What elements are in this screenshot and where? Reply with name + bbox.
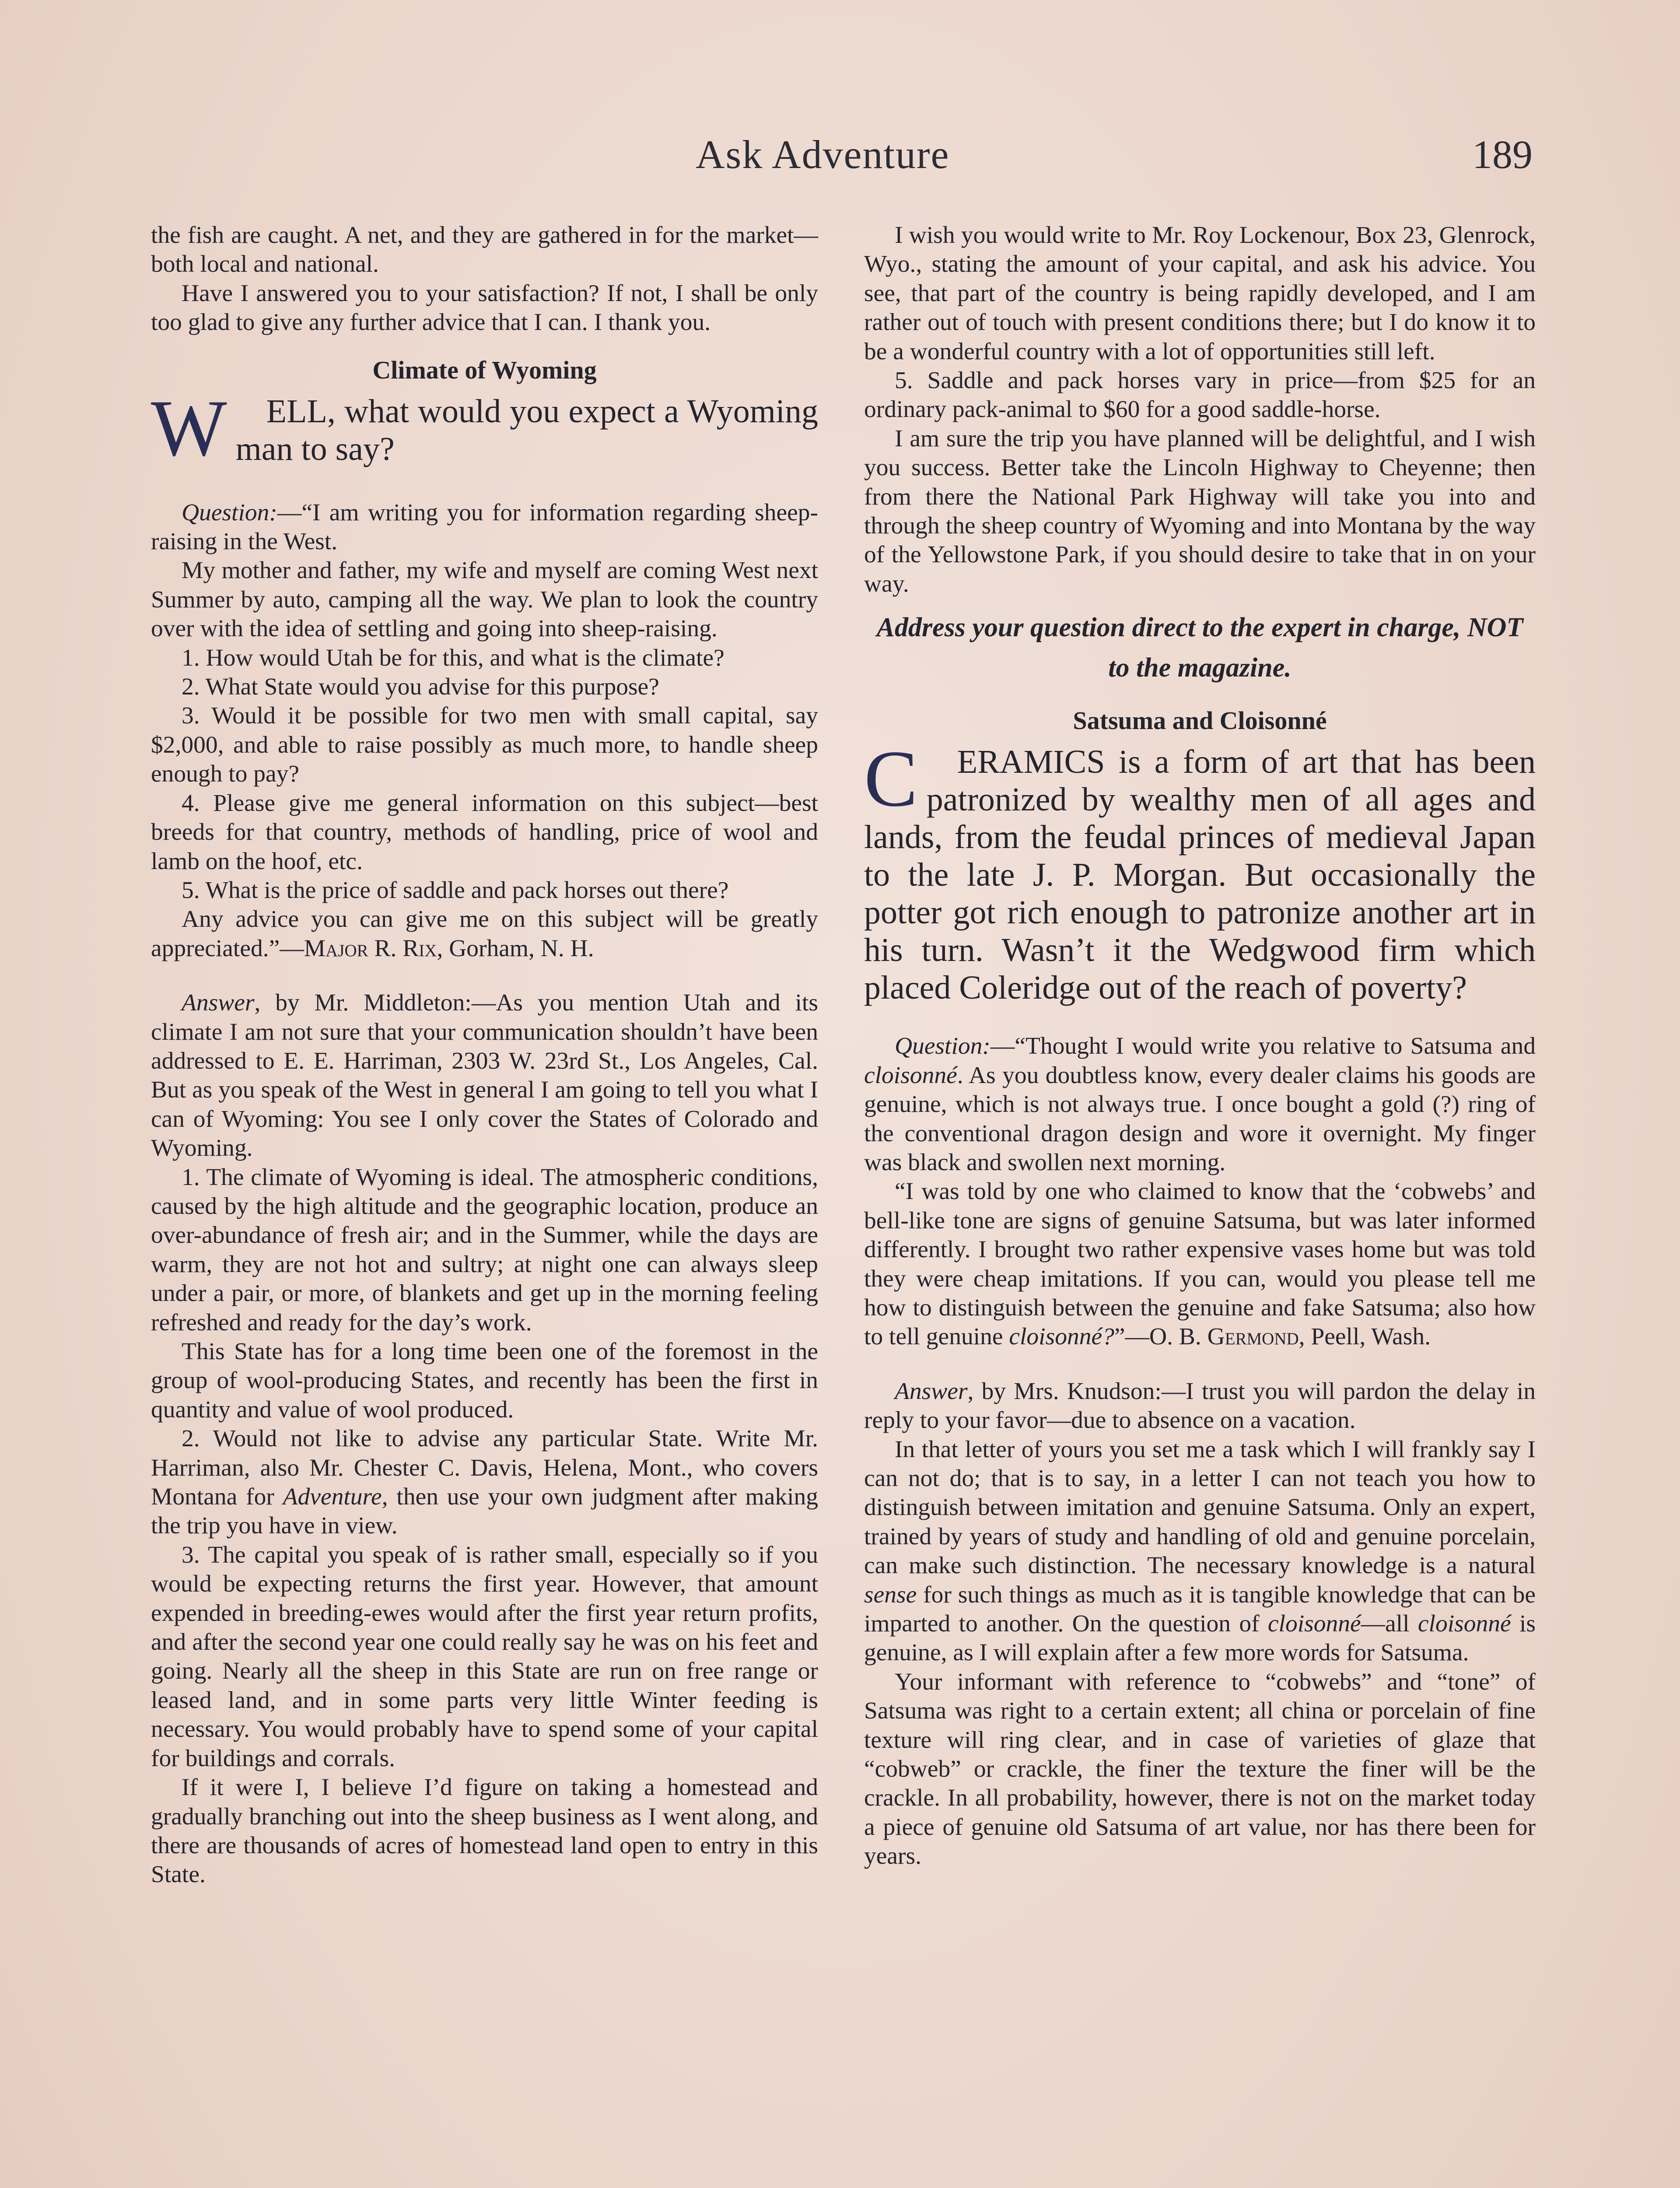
lead-paragraph	[151, 383, 818, 473]
answer-paragraph: 2. Would not like to advise any particular State. Write Mr. Harriman, also Mr. Chester C. Davis, Helena, Mont., who covers Montana for Adventure, then use your own judgment after making the trip you have in view.	[151, 1425, 818, 1539]
question-paragraph: “I was told by one who claimed to know that the ‘cobwebs’ and bell-like tone are signs of genuine Satsuma, but was later informed differently. I brought two rather expensive vases home but was told they were cheap imitations. If you can, would you please tell me how to distinguish between the genuine and fake Satsuma; also how to tell genuine cloisonné?”—O. B. Germond, Peell, Wash.	[864, 1178, 1536, 1350]
page-number: 189	[1472, 132, 1533, 177]
answer-label: Answer	[895, 1378, 968, 1405]
answer-paragraph: This State has for a long time been one of the foremost in the group of wool-producing States, and recently has been the first in quantity and value of wool produced.	[151, 1338, 818, 1423]
answer-paragraph: Your informant with reference to “cobwebs” and “tone” of Satsuma was right to a certain extent; all china or porcelain of fine texture will ring clear, and in case of varieties of glaze that “cobweb” or crackle, the finer the texture the finer will be the crackle. In all probability, however, there is not on the market today a piece of genuine old Satsuma of art value, nor has there been for years.	[864, 1668, 1536, 1870]
drop-cap: C	[864, 734, 918, 824]
signer-name: O. B. Germond	[1149, 1323, 1299, 1350]
question-paragraph: Question:—“Thought I would write you relative to Satsuma and cloisonné. As you doubtless know, every dealer claims his goods are genuine, which is not always true. I once bought a gold (?) ring of the conventional dragon design and wore it overnight. My finger was black and swollen next morning.	[864, 1033, 1536, 1176]
intro-paragraph: the fish are caught. A net, and they are gathered in for the market—both local and national.	[151, 222, 818, 278]
right-column	[864, 221, 1536, 1871]
question-paragraph: 5. What is the price of saddle and pack horses out there?	[182, 877, 729, 904]
answer-paragraph: In that letter of yours you set me a task which I will frankly say I can not do; that is to say, in a letter I can not teach you how to distinguish between imitation and genuine Satsuma. Only an expert, trained by years of study and handling of old and genuine porcelain, can make such distinction. The necessary knowledge is a natural sense for such things as much as it is tangible knowledge that can be imparted to another. On the question of cloisonné—all cloisonné is genuine, as I will explain after a few more words for Satsuma.	[864, 1436, 1536, 1666]
answer-paragraph: I wish you would write to Mr. Roy Lockenour, Box 23, Glenrock, Wyo., stating the amount of your capital, and ask his advice. You see, that part of the country is being rapidly developed, and I am rather out of touch with present conditions there; but I do know it to be a wonderful country with a lot of opportunities still left.	[864, 222, 1536, 365]
answer-paragraph: Answer, by Mr. Middleton:—As you mention Utah and its climate I am not sure that your communication shouldn’t have been addressed to E. E. Harriman, 2303 W. 23rd St., Los Angeles, Cal. But as you speak of the West in general I am going to tell you what I can of Wyoming: You see I only cover the States of Colorado and Wyoming.	[151, 989, 818, 1162]
answer-paragraph: 3. The capital you speak of is rather small, especially so if you would be expecting returns the first year. However, that amount expended in breeding-ewes would after the first year return profits, and after the second year one could really say he was on his feet and going. Nearly all the sheep in this State are run on free range or leased land, and in some parts very little Winter feeding is necessary. You would probably have to spend some of your capital for buildings and corrals.	[151, 1541, 818, 1772]
question-paragraph: My mother and father, my wife and myself are coming West next Summer by auto, camping all the way. We plan to look the country over with the idea of settling and going into sheep-raising.	[151, 557, 818, 642]
signer-name: Major R. Rix	[304, 935, 437, 962]
answer-paragraph: 5. Saddle and pack horses vary in price—from $25 for an ordinary pack-animal to $60 for a good saddle-horse.	[864, 367, 1536, 423]
question-paragraph: Any advice you can give me on this subject will be greatly appreciated.”—Major R. Rix, Gorham, N. H.	[151, 906, 818, 962]
answer-paragraph: I am sure the trip you have planned will be delightful, and I wish you success. Better take the Lincoln Highway to Cheyenne; then from there the National Park Highway will take you into and through the sheep country of Wyoming and into Montana by the way of the Yellowstone Park, if you should desire to take that in on your way.	[864, 425, 1536, 597]
answer-paragraph: Answer, by Mrs. Knudson:—I trust you will pardon the delay in reply to your favor—due to absence on a vacation.	[864, 1378, 1536, 1434]
question-paragraph: Question:—“I am writing you for information regarding sheep-raising in the West.	[151, 499, 818, 555]
question-label: Question:	[182, 499, 277, 526]
answer-label: Answer	[182, 989, 255, 1017]
section-title: Climate of Wyoming	[372, 355, 597, 384]
question-paragraph: 2. What State would you advise for this purpose?	[182, 673, 659, 701]
address-notice: Address your question direct to the expert in charge, NOT to the magazine.	[876, 613, 1523, 683]
lead-paragraph	[864, 734, 1536, 1006]
intro-paragraph: Have I answered you to your satisfaction? If not, I shall be only too glad to give any further advice that I can. I thank you.	[151, 280, 818, 336]
left-column	[151, 221, 818, 1890]
question-label: Question:	[895, 1033, 990, 1060]
answer-paragraph: If it were I, I believe I’d figure on taking a homestead and gradually branching out into the sheep business as I went along, and there are thousands of acres of homestead land open to entry in this State.	[151, 1774, 818, 1888]
answer-paragraph: 1. The climate of Wyoming is ideal. The atmospheric conditions, caused by the high altitude and the geographic location, produce an over-abundance of fresh air; and in the Summer, while the days are warm, they are not hot and sultry; at night one can always sleep under a pair, or more, of blankets and get up in the morning feeling refreshed and ready for the day’s work.	[151, 1164, 818, 1336]
drop-cap: W	[151, 383, 227, 473]
question-paragraph: 3. Would it be possible for two men with small capital, say $2,000, and able to raise possibly as much more, to handle sheep enough to pay?	[151, 702, 818, 788]
page-header	[0, 131, 1680, 193]
lead-text: ERAMICS is a form of art that has been patronized by wealthy men of all ages and lands, from the feudal princes of medieval Japan to the late J. P. Morgan. But occasionally the potter got rich enough to patronize another art in his turn. Wasn’t it the Wedgwood firm which placed Coleridge out of the reach of poverty?	[864, 743, 1536, 1006]
question-paragraph: 1. How would Utah be for this, and what is the climate?	[182, 644, 724, 671]
lead-text: ELL, what would you expect a Wyoming man to say?	[235, 393, 818, 467]
running-head: Ask Adventure	[696, 132, 950, 177]
question-paragraph: 4. Please give me general information on this subject—best breeds for that country, methods of handling, price of wool and lamb on the hoof, etc.	[151, 789, 818, 875]
section-title: Satsuma and Cloisonné	[1073, 706, 1327, 735]
